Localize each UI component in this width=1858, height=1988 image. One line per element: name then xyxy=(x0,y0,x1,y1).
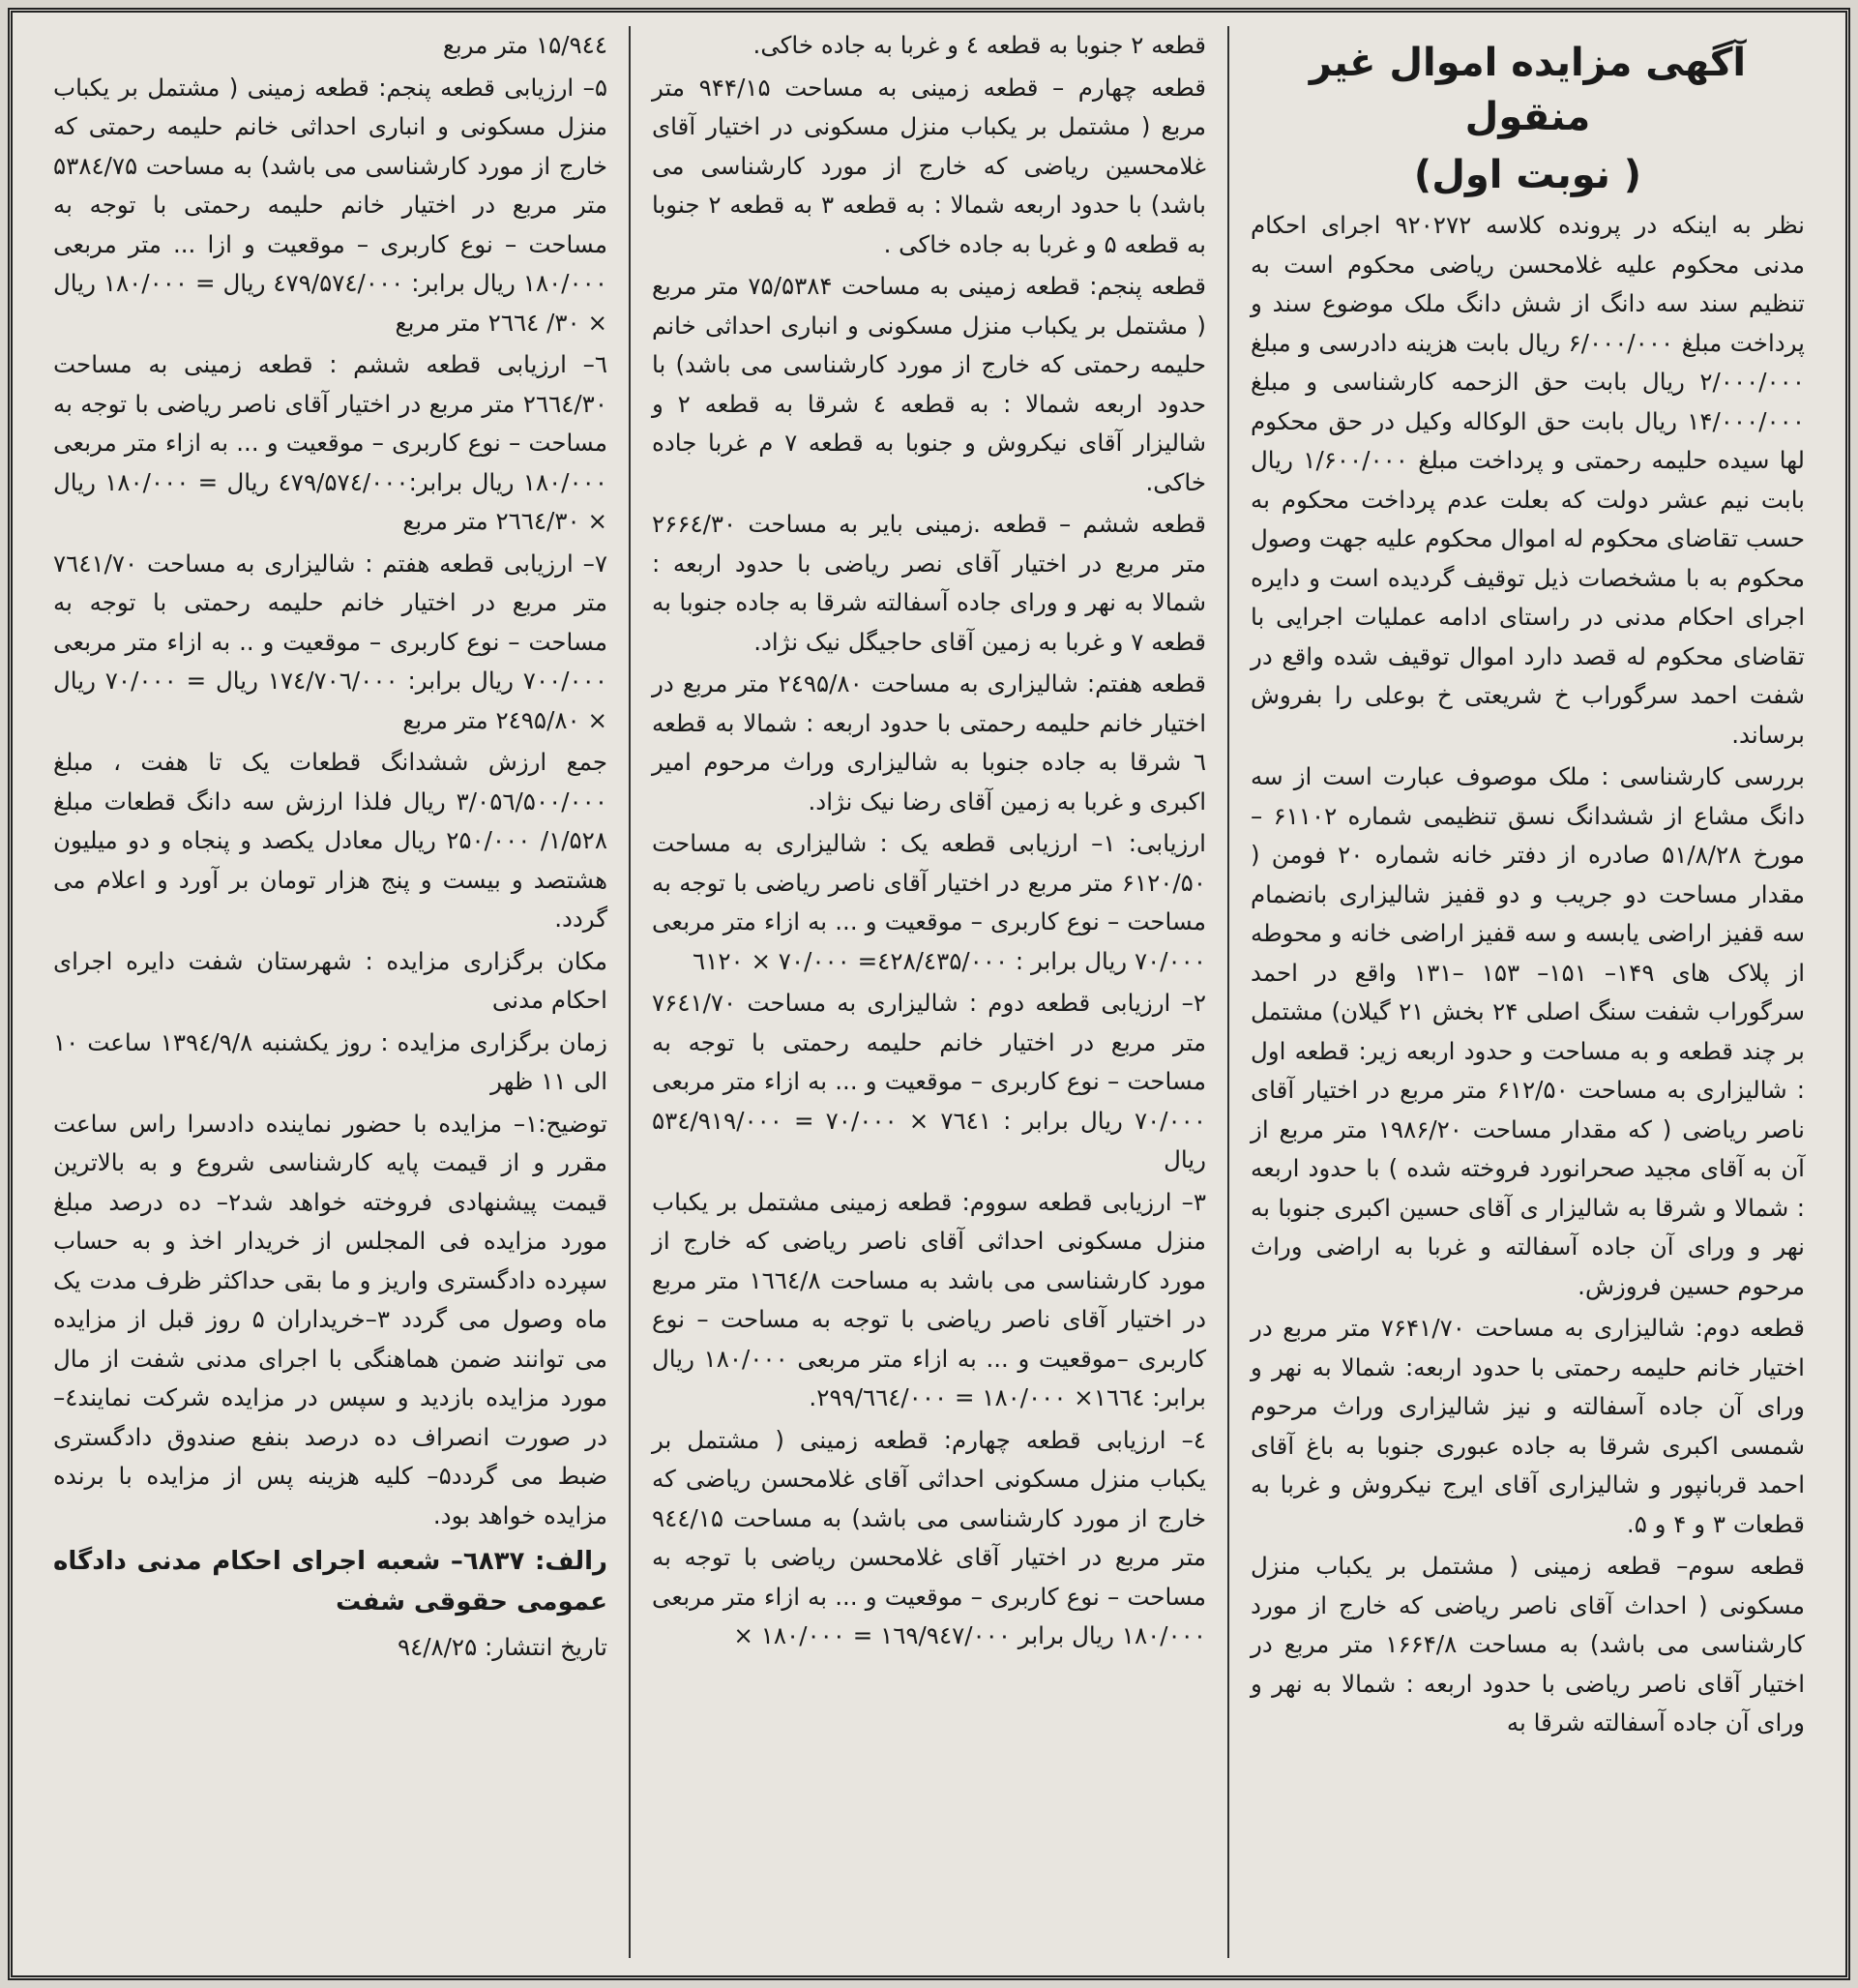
notice-subtitle: ( نوبت اول) xyxy=(1413,153,1642,197)
paragraph: ٦– ارزیابی قطعه ششم : قطعه زمینی به مساحت ۲٦٦٤/۳۰ متر مربع در اختیار آقای ناصر ریاضی با توجه به مساحت – نوع کاربری – موقعیت و ... به ازاء متر مربعی ۱۸۰/۰۰۰ ریال برابر:٤۷۹/۵۷٤/۰۰۰ ریال = ۱۸۰/۰۰۰ ریال × ۲٦٦٤/۳۰ متر مربع xyxy=(53,350,607,535)
paragraph: ۵– ارزیابی قطعه پنجم: قطعه زمینی ( مشتمل بر یکباب منزل مسکونی و انباری احداثی خانم حلیمه رحمتی که خارج از مورد کارشناسی می باشد) به مساحت ۵۳۸٤/۷۵ متر مربع در اختیار خانم حلیمه رحمتی با توجه به مساحت – نوع کاربری – موقعیت و ازا ... متر مربعی ۱۸۰/۰۰۰ ریال برابر: ٤۷۹/۵۷٤/۰۰۰ ریال = ۱۸۰/۰۰۰ ریال × ۳۰/ ۲٦٦٤ متر مربع xyxy=(53,73,607,337)
paragraph: جمع ارزش ششدانگ قطعات یک تا هفت ، مبلغ ۳/۰۵٦/۵۰۰/۰۰۰ ریال فلذا ارزش سه دانگ قطعات مبلغ ۱/۵۲۸/ ۲۵۰/۰۰۰ ریال معادل یکصد و پنجاه و دو میلیون هشتصد و بیست و پنج هزار تومان بر آورد و اعلام می گردد. xyxy=(53,748,607,933)
paragraph: قطعه ششم – قطعه .زمینی بایر به مساحت ۲۶۶٤/۳۰ متر مربع در اختیار آقای نصر ریاضی با حدود اربعه : شمالا به نهر و ورای جاده آسفالته شرقا به جاده جنوبا به قطعه ۷ و غربا به زمین آقای حاجیگل نیک نژاد. xyxy=(652,510,1206,656)
paragraph: ۱۵/۹٤٤ متر مربع xyxy=(442,31,607,59)
paragraph: مکان برگزاری مزایده : شهرستان شفت دایره اجرای احکام مدنی xyxy=(53,946,607,1014)
notice-columns xyxy=(32,26,1826,1958)
paragraph: قطعه سوم– قطعه زمینی ( مشتمل بر یکباب منزل مسکونی ( احداث آقای ناصر ریاضی که خارج از مورد کارشناسی می باشد) به مساحت ۱۶۶۴/۸ متر مربع در اختیار آقای ناصر ریاضی با حدود اربعه : شمالا به نهر و ورای آن جاده آسفالته شرقا به xyxy=(1251,1552,1805,1736)
notice-frame xyxy=(8,8,1850,1980)
column-middle xyxy=(631,26,1229,1958)
paragraph: ٤– ارزیابی قطعه چهارم: قطعه زمینی ( مشتمل بر یکباب منزل مسکونی احداثی آقای غلامحسن ریاضی که خارج از مورد کارشناسی می باشد) به مساحت ۹٤٤/۱۵ متر مربع در اختیار آقای غلامحسن ریاضی با توجه به مساحت – نوع کاربری – موقعیت و ... به ازاء متر مربعی ۱۸۰/۰۰۰ ریال برابر ۱٦۹/۹٤۷/۰۰۰ = ۱۸۰/۰۰۰ × xyxy=(652,1425,1206,1649)
paragraph: قطعه دوم: شالیزاری به مساحت ۷۶۴۱/۷۰ متر مربع در اختیار خانم حلیمه رحمتی با حدود اربعه: شمالا به نهر و ورای آن جاده آسفالته و نیز شالیزاری وراث مرحوم شمسی اکبری شرقا به جاده عبوری جنوبا به باغ آقای احمد قربانپور و شالیزاری آقای ایرج نیکروش و غربا به قطعات ۳ و ۴ و ۵. xyxy=(1251,1314,1806,1538)
paragraph: ۲– ارزیابی قطعه دوم : شالیزاری به مساحت ۷۶٤۱/۷۰ متر مربع در اختیار خانم حلیمه رحمتی با توجه به مساحت – نوع کاربری – موقعیت و ... به ازاء متر مربعی ۷۰/۰۰۰ ریال برابر : ۷٦٤۱ × ۷۰/۰۰۰ = ۵۳٤/۹۱۹/۰۰۰ ریال xyxy=(652,989,1206,1173)
paragraph: ۷– ارزیابی قطعه هفتم : شالیزاری به مساحت ۷٦٤۱/۷۰ متر مربع در اختیار خانم حلیمه رحمتی با توجه به مساحت – نوع کاربری – موقعیت و .. به ازاء متر مربعی ۷۰۰/۰۰۰ ریال برابر: ۱۷٤/۷۰٦/۰۰۰ ریال = ۷۰/۰۰۰ ریال × ۲٤۹۵/۸۰ متر مربع xyxy=(53,549,607,734)
paragraph: ارزیابی: ۱– ارزیابی قطعه یک : شالیزاری به مساحت ۶۱۲۰/۵۰ متر مربع در اختیار آقای ناصر ریاضی با توجه به مساحت – نوع کاربری – موقعیت و ... به ازاء متر مربعی ۷۰/۰۰۰ ریال برابر : ٤۲۸/٤۳۵/۰۰۰= ۷۰/۰۰۰ × ٦۱۲۰ xyxy=(652,829,1206,975)
paragraph: قطعه چهارم – قطعه زمینی به مساحت ۹۴۴/۱۵ متر مربع ( مشتمل بر یکباب منزل مسکونی در اختیار آقای غلامحسین ریاضی که خارج از مورد کارشناسی می باشد) با حدود اربعه شمالا : به قطعه ۳ به قطعه ۲ جنوبا به قطعه ۵ و غربا به جاده خاکی . xyxy=(652,73,1206,258)
column-right xyxy=(1229,26,1826,1958)
paragraph: زمان برگزاری مزایده : روز یکشنبه ۱۳۹٤/۹/۸ ساعت ۱۰ الی ۱۱ ظهر xyxy=(53,1027,607,1095)
notice-title: آگهی مزایده اموال غیر منقول xyxy=(1309,41,1747,139)
column-left xyxy=(32,26,631,1958)
paragraph: بررسی کارشناسی : ملک موصوف عبارت است از سه دانگ مشاع از ششدانگ نسق تنظیمی شماره ۶۱۱۰۲ – مورخ ۵۱/۸/۲۸ صادره از دفتر خانه شماره ۲۰ فومن ( مقدار مساحت دو جریب و دو قفیز شالیزاری بانضمام سه قفیز اراضی یابسه و سه قفیز اراضی خانه و محوطه از پلاک های ۱۴۹– ۱۵۱– ۱۵۳ –۱۳۱ واقع در احمد سرگوراب شفت سنگ اصلی ۲۴ بخش ۲۱ گیلان) مشتمل بر چند قطعه و به مساحت و حدود اربعه زیر: قطعه اول : شالیزاری به مساحت ۶۱۲/۵۰ متر مربع در اختیار آقای ناصر ریاضی ( که مقدار مساحت ۱۹۸۶/۲۰ متر مربع از آن به آقای مجید صحرانورد فروخته شده ) با حدود اربعه : شمالا و شرقا به شالیزار ی آقای حسین اکبری جنوبا به نهر و ورای آن جاده آسفالته و غربا به اراضی وراث مرحوم حسین فروزش. xyxy=(1251,762,1806,1300)
paragraph: توضیح:۱– مزایده با حضور نماینده دادسرا راس ساعت مقرر و از قیمت پایه کارشناسی شروع و به بالاترین قیمت پیشنهادی فروخته خواهد شد۲– ده درصد مبلغ مورد مزایده فی المجلس از خریدار اخذ و به حساب سپرده دادگستری واریز و ما بقی حداکثر ظرف مدت یک ماه وصول می گردد ۳–خریداران ۵ روز قبل از مزایده می توانند ضمن هماهنگی با اجرای مدنی شفت از مال مورد مزایده بازدید و سپس در مزایده شرکت نمایند٤– در صورت انصراف ده درصد بنفع صندوق دادگستری ضبط می گردد۵– کلیه هزینه پس از مزایده با برنده مزایده خواهد بود. xyxy=(53,1109,608,1529)
paragraph: ۳– ارزیابی قطعه سووم: قطعه زمینی مشتمل بر یکباب منزل مسکونی احداثی آقای ناصر ریاضی که خارج از مورد کارشناسی می باشد به مساحت ۱٦٦٤/۸ متر مربع در اختیار آقای ناصر ریاضی با توجه به مساحت – نوع کاربری –موقعیت و ... به ازاء متر مربعی ۱۸۰/۰۰۰ ریال برابر: ۱٦٦٤× ۱۸۰/۰۰۰ = ۲۹۹/٦٦٤/۰۰۰. xyxy=(652,1187,1206,1411)
publication-date: تاریخ انتشار: ۹٤/۸/۲۵ xyxy=(397,1633,607,1661)
paragraph: قطعه پنجم: قطعه زمینی به مساحت ۷۵/۵۳۸۴ متر مربع ( مشتمل بر یکباب منزل مسکونی و انباری احداثی خانم حلیمه رحمتی که خارج از مورد کارشناسی می باشد) با حدود اربعه شمالا : به قطعه ٤ شرقا به قطعه ۲ و شالیزار آقای نیکروش و جنوبا به قطعه ۷ م غربا جاده خاکی. xyxy=(652,272,1207,496)
paragraph: نظر به اینکه در پرونده کلاسه ۹۲۰۲۷۲ اجرای احکام مدنی محکوم علیه غلامحسن ریاضی محکوم است به تنظیم سند سه دانگ از شش دانگ ملک موضوع سند و پرداخت مبلغ ۶/۰۰۰/۰۰۰ ریال بابت هزینه دادرسی و مبلغ ۲/۰۰۰/۰۰۰ ریال بابت حق الزحمه کارشناسی و مبلغ ۱۴/۰۰۰/۰۰۰ ریال بابت حق الوکاله وکیل در حق محکوم لها سیده حلیمه رحمتی و پرداخت مبلغ ۱/۶۰۰/۰۰۰ ریال بابت نیم عشر دولت که بعلت عدم پرداخت محکوم به حسب تقاضای محکوم له اموال محکوم علیه جهت وصول محکوم به با مشخصات ذیل توقیف گردیده است و دایره اجرای احکام مدنی در راستای ادامه عملیات اجرایی با تقاضای محکوم له قصد دارد اموال توقیف شده واقع در شفت احمد سرگوراب خ شریعتی خ بوعلی را بفروش برساند. xyxy=(1251,211,1805,749)
paragraph: قطعه هفتم: شالیزاری به مساحت ۲٤۹۵/۸۰ متر مربع در اختیار خانم حلیمه رحمتی با حدود اربعه : شمالا به قطعه ٦ شرقا به جاده جنوبا به شالیزاری وراث مرحوم امیر اکبری و غربا به زمین آقای رضا نیک نژاد. xyxy=(652,669,1206,816)
paragraph: قطعه ۲ جنوبا به قطعه ٤ و غربا به جاده خاکی. xyxy=(752,31,1206,59)
signature: رالف: ٦۸۳۷– شعبه اجرای احکام مدنی دادگاه عمومی حقوقی شفت xyxy=(53,1547,607,1617)
